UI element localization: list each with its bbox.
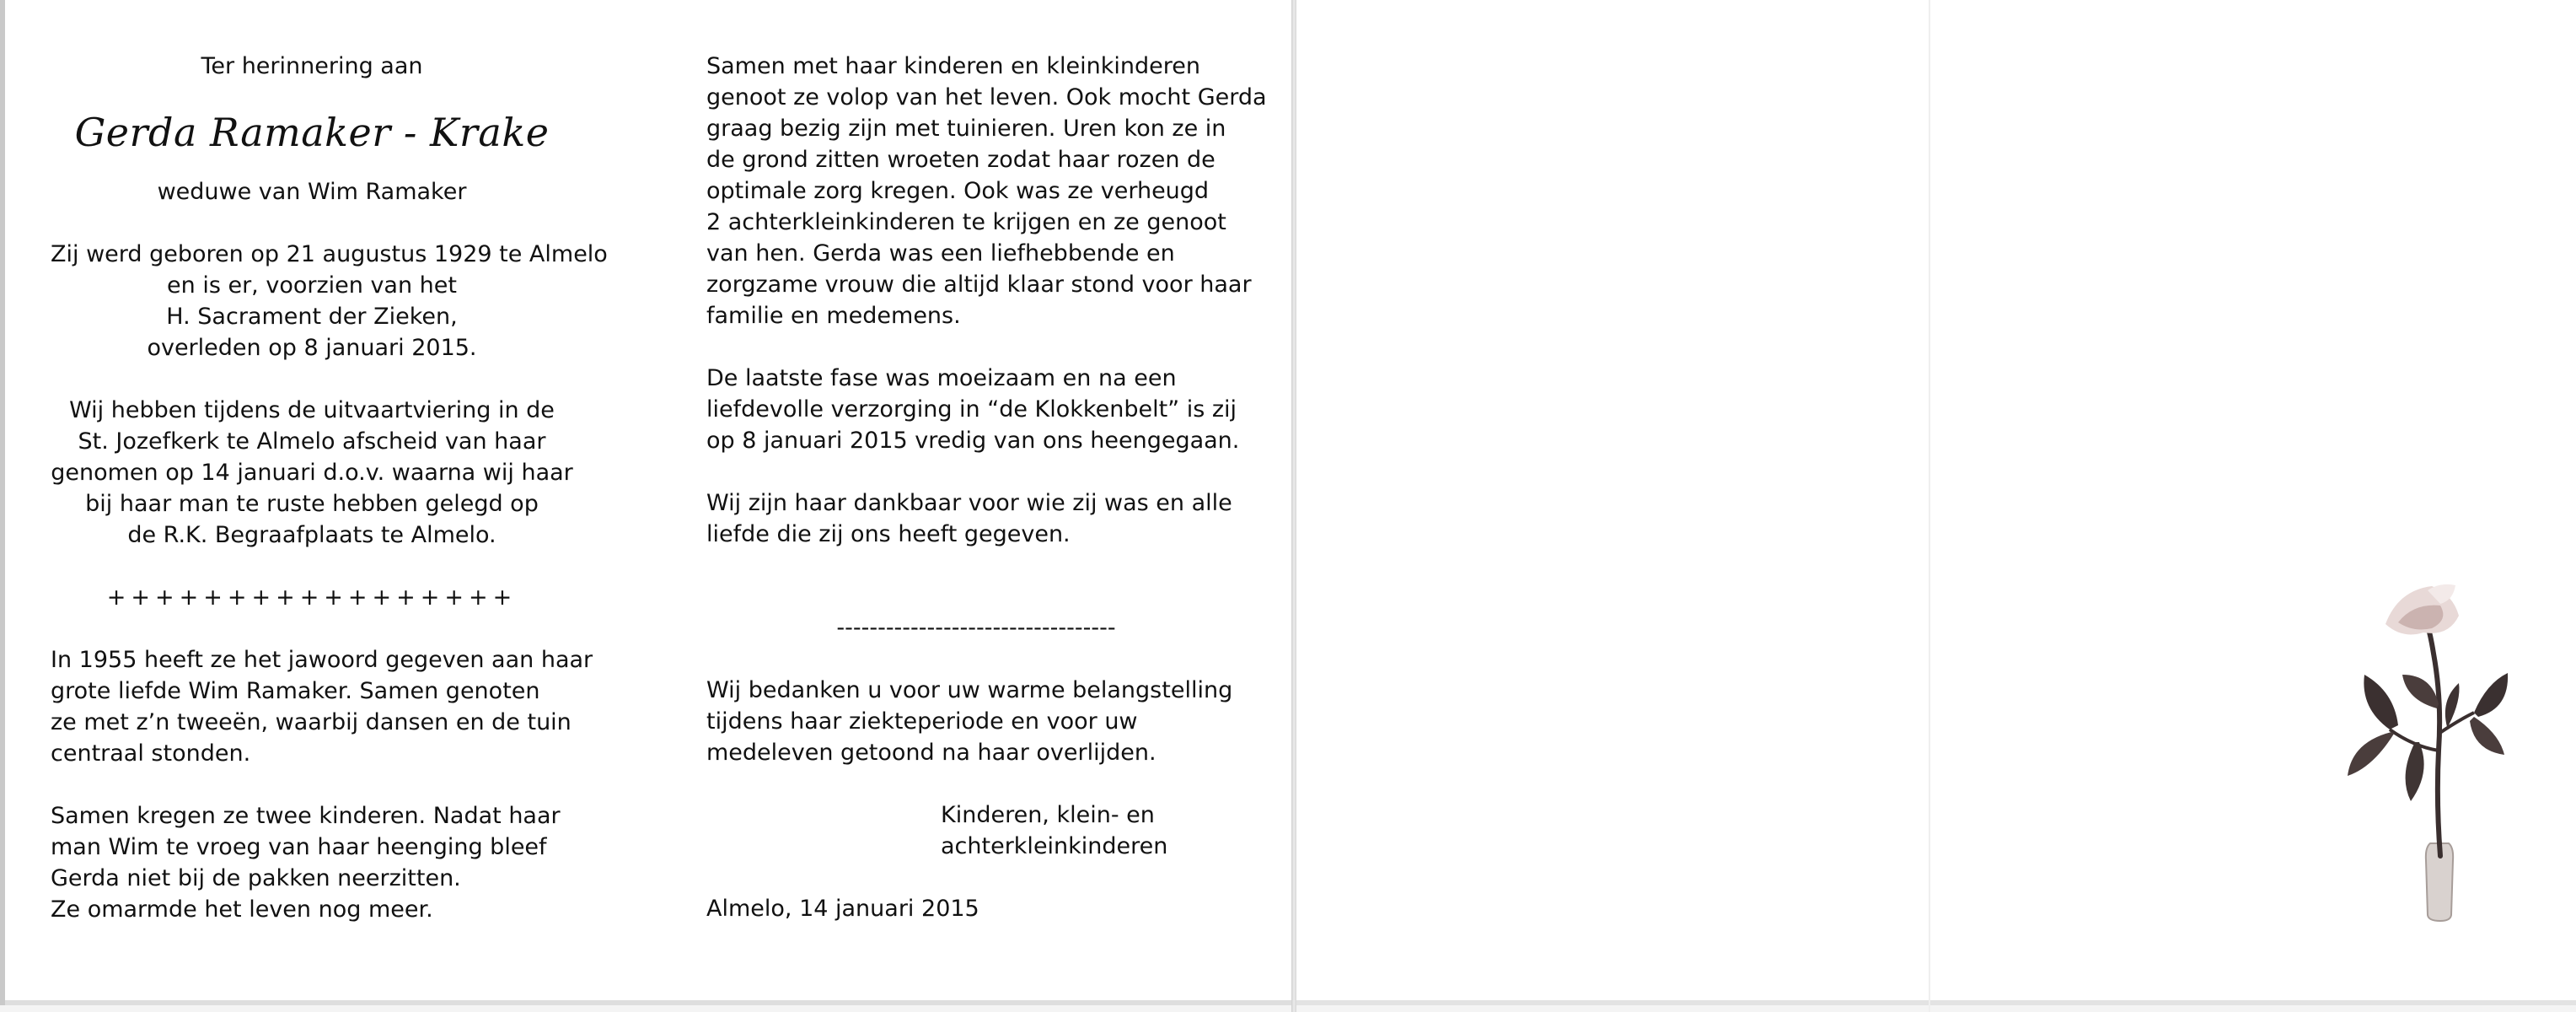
text-line: ze met z’n tweeën, waarbij dansen en de tuin: [51, 709, 572, 735]
place-date: Almelo, 14 januari 2015: [706, 896, 979, 922]
marriage-paragraph: [51, 644, 593, 769]
widow-of-text: weduwe van Wim Ramaker: [157, 179, 467, 205]
text-line: Samen met haar kinderen en kleinkinderen: [706, 53, 1200, 79]
life-paragraph: [706, 51, 1267, 331]
text-line: Gerda niet bij de pakken neerzitten.: [51, 865, 461, 891]
text-line: man Wim te vroeg van haar heenging bleef: [51, 834, 547, 860]
text-line: Zij werd geboren op 21 augustus 1929 te Almelo: [51, 241, 608, 267]
text-line: Ze omarmde het leven nog meer.: [51, 896, 433, 923]
text-line: liefde die zij ons heeft gegeven.: [706, 521, 1071, 547]
text-line: Wij bedanken u voor uw warme belangstelling: [706, 677, 1233, 703]
plus-separator: +++++++++++++++++: [106, 584, 518, 611]
birth-paragraph: [51, 239, 608, 363]
text-line: 2 achterkleinkinderen te krijgen en ze genoot: [706, 209, 1226, 235]
text-line: de R.K. Begraafplaats te Almelo.: [127, 522, 496, 548]
text-line: op 8 januari 2015 vredig van ons heengegaan.: [706, 428, 1240, 454]
text-line: Samen kregen ze twee kinderen. Nadat haar: [51, 803, 561, 829]
text-line: H. Sacrament der Zieken,: [166, 304, 458, 330]
text-line: centraal stonden.: [51, 740, 251, 767]
text-line: overleden op 8 januari 2015.: [147, 335, 477, 361]
deceased-name: Gerda Ramaker - Krake: [74, 110, 550, 155]
text-line: zorgzame vrouw die altijd klaar stond voor haar: [706, 272, 1252, 298]
signature-block: [706, 799, 1246, 862]
text-line: Wij zijn haar dankbaar voor wie zij was en alle: [706, 490, 1232, 516]
text-line: Wij hebben tijdens de uitvaartviering in de: [69, 397, 555, 423]
text-line: De laatste fase was moeizaam en na een: [706, 365, 1177, 391]
funeral-paragraph: [51, 395, 573, 551]
text-line: van hen. Gerda was een liefhebbende en: [706, 240, 1175, 266]
text-line: medeleven getoond na haar overlijden.: [706, 740, 1157, 766]
text-line: In 1955 heeft ze het jawoord gegeven aan haar: [51, 647, 593, 673]
rose-icon: [2314, 573, 2516, 928]
text-line: bij haar man te ruste hebben gelegd op: [85, 491, 539, 517]
gratitude-paragraph: [706, 487, 1246, 550]
text-line: graag bezig zijn met tuinieren. Uren kon ze in: [706, 116, 1226, 142]
card-crease: [1929, 0, 1930, 1012]
text-line: familie en medemens.: [706, 303, 961, 329]
text-line: liefdevolle verzorging in “de Klokkenbelt” is zij: [706, 396, 1237, 423]
text-line: de grond zitten wroeten zodat haar rozen de: [706, 147, 1216, 173]
remembrance-heading: Ter herinnering aan: [201, 53, 423, 79]
thanks-paragraph: [706, 675, 1246, 768]
children-paragraph: [51, 800, 573, 925]
dash-separator: ----------------------------------: [836, 615, 1116, 641]
text-line: genomen op 14 januari d.o.v. waarna wij haar: [51, 460, 573, 486]
text-line: en is er, voorzien van het: [167, 272, 457, 299]
text-line: achterkleinkinderen: [941, 833, 1168, 859]
text-line: genoot ze volop van het leven. Ook mocht Gerda: [706, 84, 1267, 110]
card-fold: [1291, 0, 1296, 1012]
text-line: optimale zorg kregen. Ook was ze verheugd: [706, 178, 1210, 204]
text-line: grote liefde Wim Ramaker. Samen genoten: [51, 678, 540, 704]
text-line: Kinderen, klein- en: [941, 802, 1155, 828]
left-column: [51, 51, 608, 925]
last-phase-paragraph: [706, 363, 1246, 456]
text-line: St. Jozefkerk te Almelo afscheid van haar: [78, 428, 546, 455]
text-line: tijdens haar ziekteperiode en voor uw: [706, 708, 1138, 735]
right-column: [706, 51, 1267, 924]
